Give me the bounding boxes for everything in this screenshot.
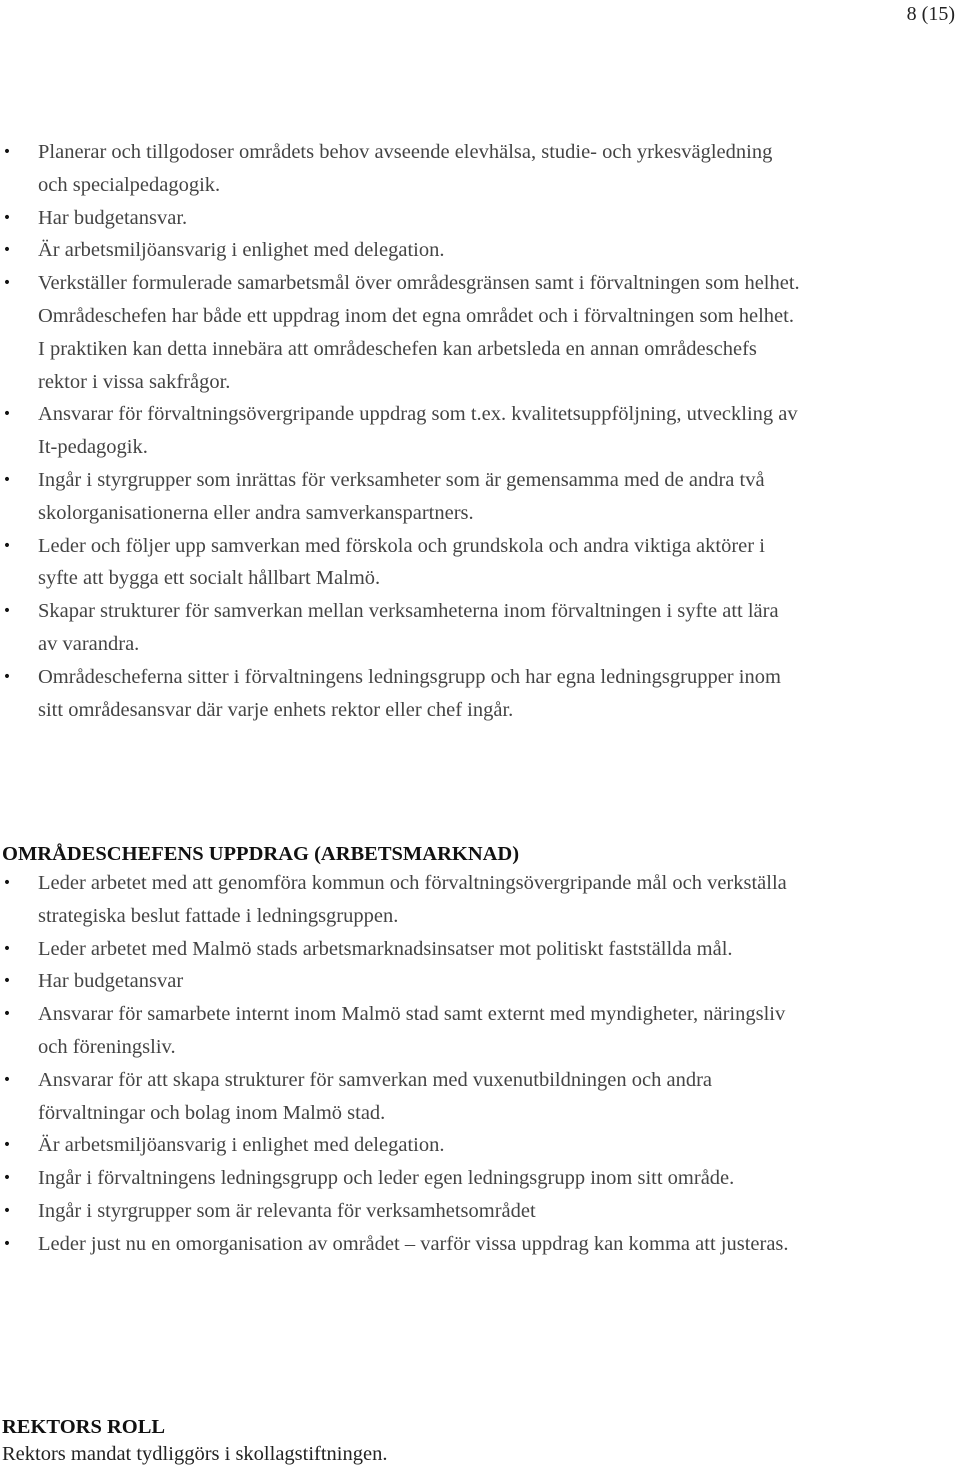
list-item-text: Är arbetsmiljöansvarig i enlighet med delegation.	[38, 1134, 445, 1157]
list-item-text: Leder just nu en omorganisation av området – varför vissa uppdrag kan komma att justeras.	[38, 1232, 789, 1255]
bullet-icon: •	[2, 1071, 12, 1088]
bullet-icon: •	[2, 406, 12, 423]
list-item	[0, 267, 800, 398]
bullet-icon: •	[2, 471, 12, 488]
list-item-text: Leder arbetet med Malmö stads arbetsmarknadsinsatser mot politiskt fastställda mål.	[38, 937, 733, 960]
list-item	[0, 1162, 800, 1195]
bullet-icon: •	[2, 1202, 12, 1219]
list-item	[0, 867, 800, 933]
list-item-text: Leder arbetet med att genomföra kommun och förvaltningsövergripande mål och verkställa strategiska beslut fattade i ledningsgruppen.	[38, 872, 787, 927]
bullet-icon: •	[2, 209, 12, 226]
list-item-text: Planerar och tillgodoser områdets behov avseende elevhälsa, studie- och yrkesvägledning och specialpedagogik.	[38, 141, 773, 196]
list-item	[0, 1195, 800, 1228]
list-item-text: Skapar strukturer för samverkan mellan verksamheterna inom förvaltningen i syfte att lära av varandra.	[38, 600, 779, 655]
list-item-text: Leder och följer upp samverkan med förskola och grundskola och andra viktiga aktörer i syfte att bygga ett socialt hållbart Malmö.	[38, 534, 765, 590]
bullet-icon: •	[2, 668, 12, 685]
list-item	[0, 398, 800, 464]
bullet-icon: •	[2, 144, 12, 160]
bullet-icon: •	[2, 973, 12, 990]
list-item	[0, 1064, 800, 1130]
page-number: 8 (15)	[906, 3, 955, 25]
list-item	[0, 965, 800, 998]
bullet-icon: •	[2, 1006, 12, 1023]
list-item	[0, 1129, 800, 1162]
bullet-icon: •	[2, 603, 12, 620]
list-item	[0, 464, 800, 530]
list-item-text: Områdescheferna sitter i förvaltningens ledningsgrupp och har egna ledningsgrupper inom sitt områdesansvar där varje enhets rektor eller chef ingår.	[38, 665, 781, 721]
list-item-text: Ansvarar för förvaltningsövergripande uppdrag som t.ex. kvalitetsuppföljning, utveckling av It-pedagogik.	[38, 403, 798, 459]
mission-list	[0, 867, 800, 1261]
rektors-roll-text: Rektors mandat tydliggörs i skollagstiftningen.	[2, 1443, 388, 1465]
list-item-text: Är arbetsmiljöansvarig i enlighet med delegation.	[38, 239, 445, 262]
responsibilities-list	[0, 136, 800, 726]
section-heading-rektors-roll: REKTORS ROLL	[2, 1416, 166, 1438]
list-item-text: Har budgetansvar.	[38, 206, 188, 229]
list-item-text: Ingår i förvaltningens ledningsgrupp och leder egen ledningsgrupp inom sitt område.	[38, 1167, 735, 1190]
bullet-icon: •	[2, 1170, 12, 1187]
bullet-icon: •	[2, 940, 12, 957]
list-item-text: Ingår i styrgrupper som inrättas för verksamheter som är gemensamma med de andra två skolorganisationerna eller andra samverkanspartners.	[38, 468, 765, 524]
bullet-icon: •	[2, 242, 12, 259]
list-item-text: Ingår i styrgrupper som är relevanta för verksamhetsområdet	[38, 1199, 536, 1222]
list-item	[0, 998, 800, 1064]
list-item	[0, 595, 800, 661]
list-item-text: Ansvarar för samarbete internt inom Malmö stad samt externt med myndigheter, näringsliv och föreningsliv.	[38, 1003, 786, 1058]
list-item	[0, 1228, 800, 1261]
bullet-icon: •	[2, 875, 12, 891]
list-item	[0, 234, 800, 267]
section-heading-omradeschef-arbetsmarknad: OMRÅDESCHEFENS UPPDRAG (ARBETSMARKNAD)	[2, 843, 520, 865]
list-item-text: Verkställer formulerade samarbetsmål över områdesgränsen samt i förvaltningen som helhet. Områdeschefen har både ett uppdrag inom det egna området och i förvaltningen som helhet. I praktiken kan detta innebära att områdeschefen kan arbetsleda en annan områdeschefs rektor i vissa sakfrågor.	[38, 272, 800, 393]
list-item	[0, 661, 800, 727]
bullet-icon: •	[2, 1137, 12, 1154]
list-item	[0, 530, 800, 596]
list-item-text: Har budgetansvar	[38, 970, 184, 993]
bullet-icon: •	[2, 1235, 12, 1252]
bullet-icon: •	[2, 275, 12, 292]
list-item	[0, 933, 800, 966]
bullet-icon: •	[2, 537, 12, 554]
list-item	[0, 202, 800, 235]
list-item	[0, 136, 800, 202]
list-item-text: Ansvarar för att skapa strukturer för samverkan med vuxenutbildningen och andra förvaltningar och bolag inom Malmö stad.	[38, 1068, 712, 1124]
